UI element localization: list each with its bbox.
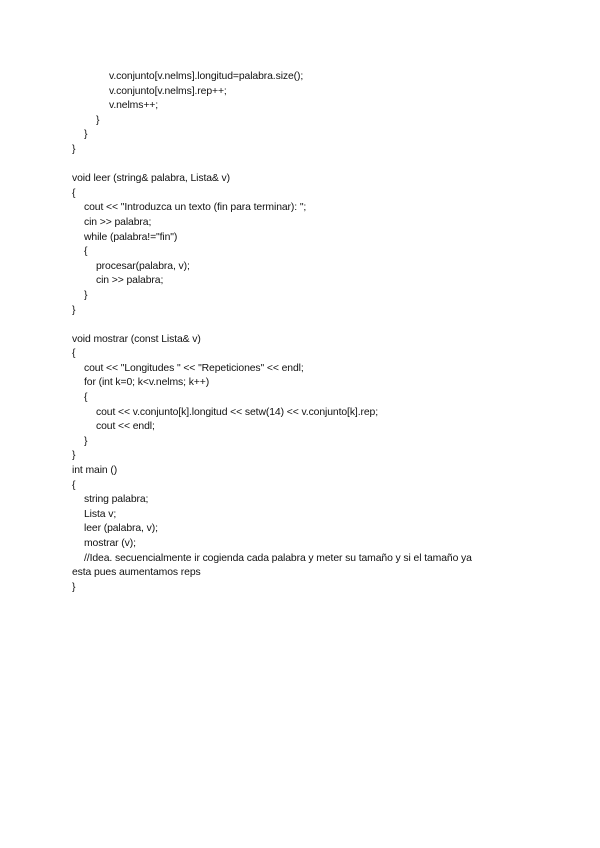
- code-line: string palabra;: [84, 494, 149, 506]
- code-line: }: [84, 129, 88, 141]
- code-comment-line: esta pues aumentamos reps: [72, 567, 201, 579]
- code-line: }: [72, 450, 76, 462]
- code-line: while (palabra!="fin"): [84, 231, 178, 243]
- code-line-blank: [72, 318, 542, 333]
- code-line: }: [72, 581, 76, 593]
- code-line: }: [96, 114, 100, 126]
- code-comment-line: //Idea. secuencialmente ir cogienda cada palabra y meter su tamaño y si el tamaño ya: [84, 552, 472, 564]
- code-line: cout << v.conjunto[k].longitud << setw(14) << v.conjunto[k].rep;: [96, 406, 379, 418]
- code-line: cin >> palabra;: [84, 216, 152, 228]
- code-line: int main (): [72, 465, 118, 477]
- code-line: cout << "Longitudes " << "Repeticiones" << endl;: [84, 362, 304, 374]
- code-line: }: [72, 304, 76, 316]
- code-line: void leer (string& palabra, Lista& v): [72, 173, 231, 185]
- code-line: }: [72, 143, 76, 155]
- code-line: v.nelms++;: [109, 100, 159, 112]
- code-line: for (int k=0; k<v.nelms; k++): [84, 377, 210, 389]
- code-line: Lista v;: [84, 508, 117, 520]
- code-line-blank: [72, 158, 542, 173]
- code-line: {: [72, 479, 76, 491]
- code-line: }: [84, 435, 88, 447]
- code-line: v.conjunto[v.nelms].rep++;: [109, 85, 227, 97]
- code-line: cin >> palabra;: [96, 275, 164, 287]
- code-listing: [72, 70, 542, 595]
- code-line: procesar(palabra, v);: [96, 260, 190, 272]
- code-line: leer (palabra, v);: [84, 523, 158, 535]
- code-line: cout << "Introduzca un texto (fin para terminar): ";: [84, 202, 307, 214]
- code-line: v.conjunto[v.nelms].longitud=palabra.size();: [109, 71, 304, 82]
- code-line: {: [84, 392, 88, 404]
- code-line: cout << endl;: [96, 421, 155, 433]
- code-line: void mostrar (const Lista& v): [72, 333, 201, 345]
- code-line: {: [84, 246, 88, 258]
- code-line: {: [72, 348, 76, 360]
- code-line: mostrar (v);: [84, 538, 136, 549]
- code-line: {: [72, 187, 76, 199]
- code-line: }: [84, 289, 88, 301]
